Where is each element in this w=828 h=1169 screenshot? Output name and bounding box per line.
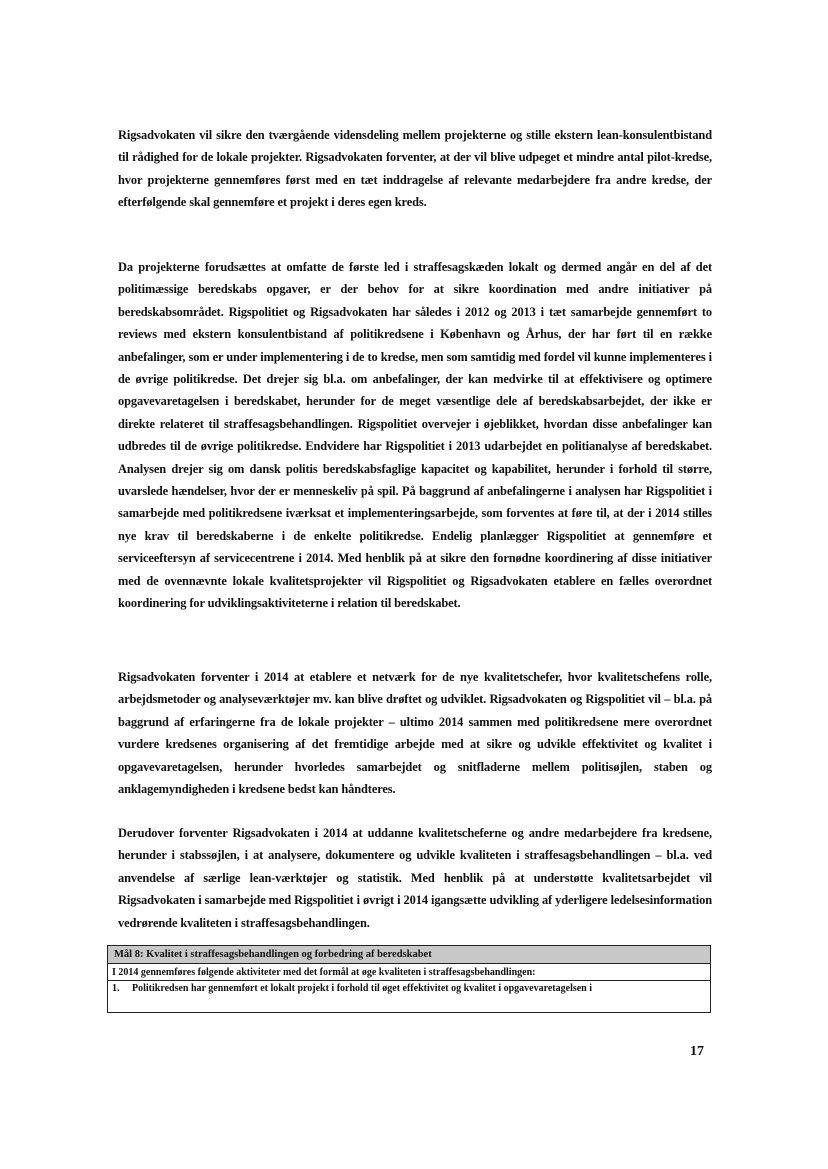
paragraph-1: Rigsadvokaten vil sikre den tværgående vidensdeling mellem projekterne og stille ekstern lean-konsulentbistand til rådighed for de lokale projekter. Rigsadvokaten forventer, at der vil blive udpeget et mindre antal pilot-kredse, hvor projekterne gennemføres først med en tæt inddragelse af relevante medarbejdere fra andre kredse, der efterfølgende skal gennemføre et projekt i deres egen kreds. [118, 128, 712, 210]
goal-box-item [108, 982, 710, 996]
paragraph-4: Derudover forventer Rigsadvokaten i 2014 at uddanne kvalitetscheferne og andre medarbejdere fra kredsene, herunder i stabssøjlen, i at analysere, dokumentere og udvikle kvaliteten i straffesagsbehandlingen – bl.a. ved anvendelse af særlige lean-værktøjer og statistik. Med henblik på at understøtte kvalitetsarbejdet vil Rigsadvokaten i samarbejde med Rigspolitiet i øvrigt i 2014 igangsætte udvikling af yderligere ledelsesinformation vedrørende kvaliteten i straffesagsbehandlingen. [118, 826, 712, 930]
paragraph-2: Da projekterne forudsættes at omfatte de første led i straffesagskæden lokalt og dermed angår en del af det politimæssige beredskabs opgaver, er der behov for at sikre koordination med andre initiativer på beredskabsområdet. Rigspolitiet og Rigsadvokaten har således i 2012 og 2013 i tæt samarbejde gennemført to reviews med ekstern konsulentbistand af politikredsene i København og Århus, der har ført til en række anbefalinger, som er under implementering i de to kredse, men som samtidig med fordel vil kunne implementeres i de øvrige politikredse. Det drejer sig bl.a. om anbefalinger, der kan medvirke til at effektivisere og optimere opgavevaretagelsen i beredskabet, herunder for de meget væsentlige dele af beredskabsarbejdet, der ikke er direkte relateret til straffesagsbehandlingen. Rigspolitiet overvejer i øjeblikket, hvordan disse anbefalinger kan udbredes til de øvrige politikredse. Endvidere har Rigspolitiet i 2013 udarbejdet en politianalyse af beredskabet. Analysen drejer sig om dansk politis beredskabsfaglige kapacitet og kapabilitet, herunder i forhold til større, uvarslede hændelser, hvor der er menneskeliv på spil. På baggrund af anbefalingerne i analysen har Rigspolitiet i samarbejde med politikredsene iværksat et implementeringsarbejde, som forventes at føre til, at der i 2014 stilles nye krav til beredskaberne i de enkelte politikredse. Endelig planlægger Rigspolitiet at gennemføre et serviceeftersyn af servicecentrene i 2014. Med henblik på at sikre den fornødne koordinering af disse initiativer med de ovennævnte lokale kvalitetsprojekter vil Rigspolitiet og Rigsadvokaten etablere en fælles overordnet koordinering for udviklingsaktiviteterne i relation til beredskabet. [118, 260, 712, 611]
goal-box-intro: I 2014 gennemføres følgende aktiviteter med det formål at øge kvaliteten i straffesagsbehandlingen: [108, 966, 710, 981]
goal-box-item-text: Politikredsen har gennemført et lokalt projekt i forhold til øget effektivitet og kvalitet i opgavevaretagelsen i [132, 983, 593, 994]
page-number: 17 [690, 1044, 704, 1059]
paragraph-3: Rigsadvokaten forventer i 2014 at etablere et netværk for de nye kvalitetschefer, hvor kvalitetschefens rolle, arbejdsmetoder og analyseværktøjer mv. kan blive drøftet og udviklet. Rigsadvokaten og Rigspolitiet vil – bl.a. på baggrund af erfaringerne fra de lokale projekter – ultimo 2014 sammen med politikredsene mere overordnet vurdere kredsenes organisering af det fremtidige arbejde med at sikre og udvikle effektivitet og kvalitet i opgavevaretagelsen, herunder hvorledes samarbejdet og snitfladerne mellem politisøjlen, staben og anklagemyndigheden i kredsene bedst kan håndteres. [118, 670, 712, 797]
goal-box [107, 945, 711, 1013]
goal-box-item-number: 1. [112, 983, 120, 994]
goal-box-heading: Mål 8: Kvalitet i straffesagsbehandlingen og forbedring af beredskabet [108, 946, 710, 964]
